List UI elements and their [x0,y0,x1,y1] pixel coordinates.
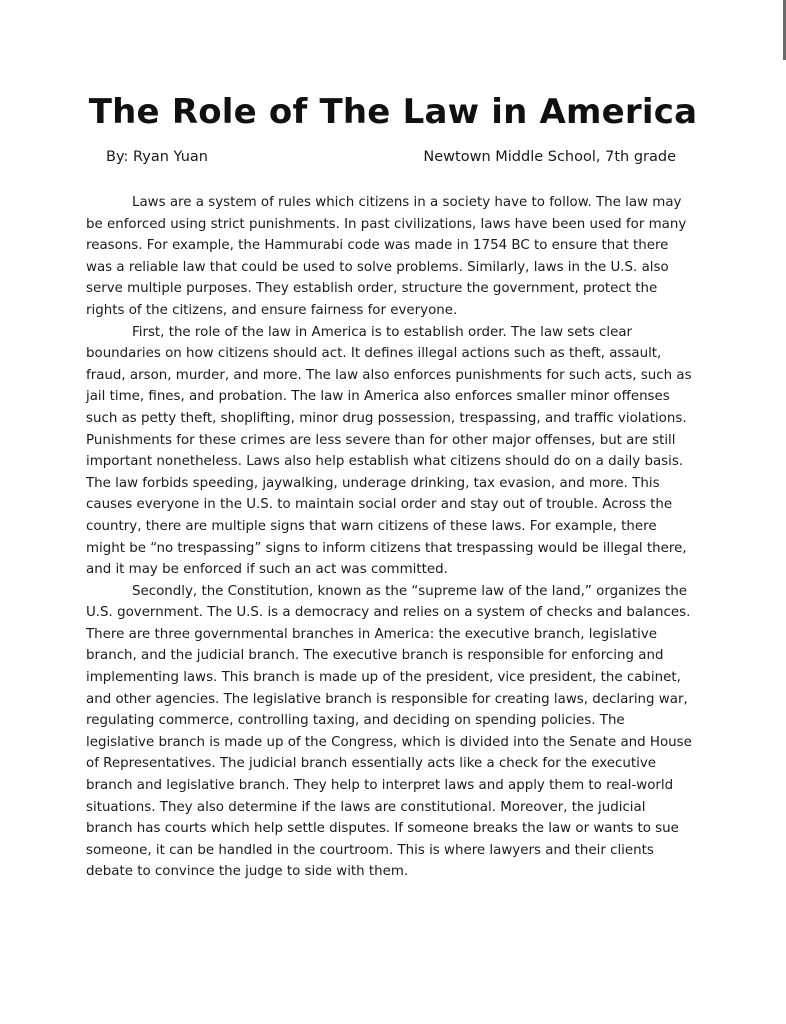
paragraph-order: First, the role of the law in America is to establish order. The law sets clear boundaries on how citizens should act. It defines illegal actions such as theft, assault, fraud, arson, murder, and more. The law also enforces punishments for such acts, such as jail time, fines, and probation. The law in America also enforces smaller minor offenses such as petty theft, shoplifting, minor drug possession, trespassing, and traffic violations. Punishments for these crimes are less severe than for other major offenses, but are still important nonetheless. Laws also help establish what citizens should do on a daily basis. The law forbids speeding, jaywalking, underage drinking, tax evasion, and more. This causes everyone in the U.S. to maintain social order and stay out of trouble. Across the country, there are multiple signs that warn citizens of these laws. For example, there might be “no trespassing” signs to inform citizens that trespassing would be illegal there, and it may be enforced if such an act was committed. [86,324,692,578]
document-title: The Role of The Law in America [88,92,698,132]
paragraph-government: Secondly, the Constitution, known as the “supreme law of the land,” organizes the U.S. government. The U.S. is a democracy and relies on a system of checks and balances. There are three governmental branches in America: the executive branch, legislative branch, and the judicial branch. The executive branch is responsible for enforcing and implementing laws. This branch is made up of the president, vice president, the cabinet, and other agencies. The legislative branch is responsible for creating laws, declaring war, regulating commerce, controlling taxing, and deciding on spending policies. The legislative branch is made up of the Congress, which is divided into the Senate and House of Representatives. The judicial branch essentially acts like a check for the executive branch and legislative branch. They help to interpret laws and apply them to real-world situations. They also determine if the laws are constitutional. Moreover, the judicial branch has courts which help settle disputes. If someone breaks the law or wants to sue someone, it can be handled in the courtroom. This is where lawyers and their clients debate to convince the judge to side with them. [86,583,692,880]
school-info: Newtown Middle School, 7th grade [423,149,676,165]
paragraph-intro: Laws are a system of rules which citizens in a society have to follow. The law may be enforced using strict punishments. In past civilizations, laws have been used for many reasons. For example, the Hammurabi code was made in 1754 BC to ensure that there was a reliable law that could be used to solve problems. Similarly, laws in the U.S. also serve multiple purposes. They establish order, structure the government, protect the rights of the citizens, and ensure fairness for everyone. [86,195,687,318]
author-byline: By: Ryan Yuan [106,149,208,165]
essay-body [86,192,696,883]
